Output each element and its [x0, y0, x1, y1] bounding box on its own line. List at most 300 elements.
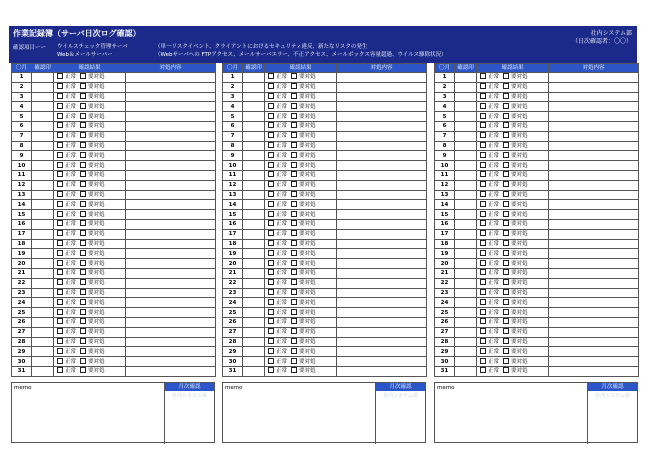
action-needed-checkbox[interactable] [503, 103, 509, 109]
check-stamp-cell[interactable] [243, 317, 265, 327]
normal-checkbox[interactable] [57, 103, 63, 109]
check-stamp-cell[interactable] [243, 131, 265, 141]
normal-checkbox[interactable] [268, 250, 274, 256]
normal-checkbox[interactable] [57, 122, 63, 128]
action-needed-checkbox[interactable] [291, 162, 297, 168]
normal-checkbox[interactable] [268, 240, 274, 246]
check-stamp-cell[interactable] [455, 121, 477, 131]
action-content-cell[interactable] [337, 92, 427, 102]
action-needed-checkbox[interactable] [80, 113, 86, 119]
action-content-cell[interactable] [337, 102, 427, 112]
normal-checkbox[interactable] [480, 348, 486, 354]
action-needed-checkbox[interactable] [503, 367, 509, 373]
action-needed-checkbox[interactable] [503, 132, 509, 138]
action-content-cell[interactable] [337, 347, 427, 357]
action-content-cell[interactable] [126, 170, 216, 180]
normal-checkbox[interactable] [268, 122, 274, 128]
check-stamp-cell[interactable] [32, 73, 54, 83]
action-needed-checkbox[interactable] [80, 367, 86, 373]
check-stamp-cell[interactable] [32, 170, 54, 180]
action-needed-checkbox[interactable] [503, 250, 509, 256]
check-stamp-cell[interactable] [243, 73, 265, 83]
action-content-cell[interactable] [337, 141, 427, 151]
action-content-cell[interactable] [126, 327, 216, 337]
action-content-cell[interactable] [126, 73, 216, 83]
check-stamp-cell[interactable] [32, 180, 54, 190]
action-content-cell[interactable] [337, 170, 427, 180]
action-needed-checkbox[interactable] [503, 338, 509, 344]
action-content-cell[interactable] [549, 92, 639, 102]
action-needed-checkbox[interactable] [291, 358, 297, 364]
action-needed-checkbox[interactable] [503, 113, 509, 119]
normal-checkbox[interactable] [268, 73, 274, 79]
check-stamp-cell[interactable] [455, 219, 477, 229]
check-stamp-cell[interactable] [455, 347, 477, 357]
action-content-cell[interactable] [549, 317, 639, 327]
action-needed-checkbox[interactable] [503, 152, 509, 158]
action-needed-checkbox[interactable] [291, 152, 297, 158]
action-content-cell[interactable] [337, 180, 427, 190]
action-content-cell[interactable] [126, 112, 216, 122]
normal-checkbox[interactable] [268, 367, 274, 373]
check-stamp-cell[interactable] [32, 249, 54, 259]
action-needed-checkbox[interactable] [80, 73, 86, 79]
action-content-cell[interactable] [126, 161, 216, 171]
check-stamp-cell[interactable] [455, 141, 477, 151]
action-needed-checkbox[interactable] [80, 171, 86, 177]
action-needed-checkbox[interactable] [80, 83, 86, 89]
action-needed-checkbox[interactable] [503, 358, 509, 364]
normal-checkbox[interactable] [57, 358, 63, 364]
action-content-cell[interactable] [126, 249, 216, 259]
action-needed-checkbox[interactable] [503, 191, 509, 197]
normal-checkbox[interactable] [268, 260, 274, 266]
action-needed-checkbox[interactable] [80, 220, 86, 226]
normal-checkbox[interactable] [57, 152, 63, 158]
normal-checkbox[interactable] [268, 103, 274, 109]
normal-checkbox[interactable] [480, 191, 486, 197]
normal-checkbox[interactable] [57, 279, 63, 285]
action-needed-checkbox[interactable] [291, 122, 297, 128]
action-content-cell[interactable] [337, 200, 427, 210]
action-needed-checkbox[interactable] [503, 348, 509, 354]
check-stamp-cell[interactable] [455, 308, 477, 318]
check-stamp-cell[interactable] [455, 161, 477, 171]
action-content-cell[interactable] [126, 298, 216, 308]
action-needed-checkbox[interactable] [80, 299, 86, 305]
normal-checkbox[interactable] [480, 230, 486, 236]
check-stamp-cell[interactable] [32, 317, 54, 327]
action-needed-checkbox[interactable] [291, 240, 297, 246]
check-stamp-cell[interactable] [243, 112, 265, 122]
action-content-cell[interactable] [337, 229, 427, 239]
normal-checkbox[interactable] [57, 220, 63, 226]
action-content-cell[interactable] [549, 73, 639, 83]
action-needed-checkbox[interactable] [503, 289, 509, 295]
check-stamp-cell[interactable] [243, 298, 265, 308]
monthly-check-box[interactable] [375, 383, 425, 444]
check-stamp-cell[interactable] [32, 112, 54, 122]
action-content-cell[interactable] [549, 298, 639, 308]
memo-box[interactable] [434, 382, 638, 443]
action-content-cell[interactable] [549, 141, 639, 151]
action-needed-checkbox[interactable] [503, 211, 509, 217]
action-needed-checkbox[interactable] [80, 260, 86, 266]
action-needed-checkbox[interactable] [80, 152, 86, 158]
check-stamp-cell[interactable] [32, 131, 54, 141]
action-content-cell[interactable] [337, 317, 427, 327]
check-stamp-cell[interactable] [243, 288, 265, 298]
normal-checkbox[interactable] [57, 250, 63, 256]
check-stamp-cell[interactable] [243, 92, 265, 102]
action-content-cell[interactable] [549, 210, 639, 220]
action-needed-checkbox[interactable] [503, 122, 509, 128]
normal-checkbox[interactable] [480, 260, 486, 266]
action-needed-checkbox[interactable] [291, 211, 297, 217]
check-stamp-cell[interactable] [455, 92, 477, 102]
check-stamp-cell[interactable] [455, 102, 477, 112]
action-content-cell[interactable] [126, 190, 216, 200]
action-content-cell[interactable] [549, 268, 639, 278]
check-stamp-cell[interactable] [455, 190, 477, 200]
action-needed-checkbox[interactable] [80, 142, 86, 148]
normal-checkbox[interactable] [268, 318, 274, 324]
action-needed-checkbox[interactable] [291, 309, 297, 315]
check-stamp-cell[interactable] [32, 327, 54, 337]
action-content-cell[interactable] [126, 82, 216, 92]
action-content-cell[interactable] [337, 112, 427, 122]
normal-checkbox[interactable] [480, 132, 486, 138]
check-stamp-cell[interactable] [243, 102, 265, 112]
action-needed-checkbox[interactable] [503, 162, 509, 168]
check-stamp-cell[interactable] [32, 121, 54, 131]
action-content-cell[interactable] [549, 180, 639, 190]
normal-checkbox[interactable] [268, 211, 274, 217]
action-needed-checkbox[interactable] [80, 309, 86, 315]
check-stamp-cell[interactable] [455, 82, 477, 92]
action-content-cell[interactable] [337, 151, 427, 161]
action-content-cell[interactable] [126, 317, 216, 327]
normal-checkbox[interactable] [57, 240, 63, 246]
action-content-cell[interactable] [337, 161, 427, 171]
action-needed-checkbox[interactable] [80, 348, 86, 354]
action-content-cell[interactable] [549, 82, 639, 92]
normal-checkbox[interactable] [480, 142, 486, 148]
check-stamp-cell[interactable] [243, 327, 265, 337]
normal-checkbox[interactable] [57, 348, 63, 354]
normal-checkbox[interactable] [268, 181, 274, 187]
action-needed-checkbox[interactable] [291, 142, 297, 148]
action-content-cell[interactable] [337, 278, 427, 288]
normal-checkbox[interactable] [480, 250, 486, 256]
action-content-cell[interactable] [126, 268, 216, 278]
normal-checkbox[interactable] [57, 367, 63, 373]
action-needed-checkbox[interactable] [291, 103, 297, 109]
action-needed-checkbox[interactable] [80, 122, 86, 128]
action-needed-checkbox[interactable] [80, 240, 86, 246]
check-stamp-cell[interactable] [455, 259, 477, 269]
check-stamp-cell[interactable] [32, 298, 54, 308]
action-content-cell[interactable] [549, 337, 639, 347]
normal-checkbox[interactable] [268, 269, 274, 275]
action-content-cell[interactable] [126, 366, 216, 376]
action-needed-checkbox[interactable] [80, 103, 86, 109]
memo-box[interactable] [222, 382, 426, 443]
check-stamp-cell[interactable] [243, 200, 265, 210]
normal-checkbox[interactable] [480, 171, 486, 177]
action-content-cell[interactable] [126, 219, 216, 229]
check-stamp-cell[interactable] [455, 151, 477, 161]
check-stamp-cell[interactable] [455, 239, 477, 249]
normal-checkbox[interactable] [57, 309, 63, 315]
check-stamp-cell[interactable] [455, 112, 477, 122]
action-content-cell[interactable] [126, 259, 216, 269]
action-needed-checkbox[interactable] [291, 260, 297, 266]
check-stamp-cell[interactable] [243, 210, 265, 220]
action-content-cell[interactable] [549, 161, 639, 171]
action-content-cell[interactable] [549, 112, 639, 122]
check-stamp-cell[interactable] [243, 219, 265, 229]
action-needed-checkbox[interactable] [503, 299, 509, 305]
action-content-cell[interactable] [337, 308, 427, 318]
action-content-cell[interactable] [549, 308, 639, 318]
check-stamp-cell[interactable] [455, 180, 477, 190]
normal-checkbox[interactable] [480, 211, 486, 217]
check-stamp-cell[interactable] [243, 121, 265, 131]
action-content-cell[interactable] [126, 337, 216, 347]
normal-checkbox[interactable] [480, 338, 486, 344]
check-stamp-cell[interactable] [455, 229, 477, 239]
check-stamp-cell[interactable] [32, 141, 54, 151]
action-needed-checkbox[interactable] [80, 201, 86, 207]
normal-checkbox[interactable] [268, 83, 274, 89]
action-needed-checkbox[interactable] [80, 328, 86, 334]
action-needed-checkbox[interactable] [503, 230, 509, 236]
action-needed-checkbox[interactable] [503, 269, 509, 275]
action-content-cell[interactable] [126, 131, 216, 141]
check-stamp-cell[interactable] [455, 268, 477, 278]
normal-checkbox[interactable] [480, 152, 486, 158]
check-stamp-cell[interactable] [243, 268, 265, 278]
check-stamp-cell[interactable] [32, 357, 54, 367]
action-content-cell[interactable] [126, 151, 216, 161]
action-needed-checkbox[interactable] [503, 279, 509, 285]
normal-checkbox[interactable] [268, 162, 274, 168]
normal-checkbox[interactable] [268, 279, 274, 285]
action-needed-checkbox[interactable] [80, 181, 86, 187]
monthly-check-box[interactable] [164, 383, 214, 444]
action-content-cell[interactable] [337, 327, 427, 337]
check-stamp-cell[interactable] [32, 259, 54, 269]
action-needed-checkbox[interactable] [503, 201, 509, 207]
check-stamp-cell[interactable] [455, 317, 477, 327]
action-needed-checkbox[interactable] [291, 348, 297, 354]
action-needed-checkbox[interactable] [503, 83, 509, 89]
action-needed-checkbox[interactable] [80, 279, 86, 285]
normal-checkbox[interactable] [57, 201, 63, 207]
action-needed-checkbox[interactable] [291, 73, 297, 79]
normal-checkbox[interactable] [268, 348, 274, 354]
action-needed-checkbox[interactable] [80, 93, 86, 99]
monthly-check-box[interactable] [587, 383, 637, 444]
action-needed-checkbox[interactable] [503, 142, 509, 148]
action-content-cell[interactable] [337, 288, 427, 298]
action-needed-checkbox[interactable] [503, 220, 509, 226]
normal-checkbox[interactable] [480, 240, 486, 246]
normal-checkbox[interactable] [57, 191, 63, 197]
action-needed-checkbox[interactable] [80, 358, 86, 364]
check-stamp-cell[interactable] [32, 288, 54, 298]
action-content-cell[interactable] [549, 131, 639, 141]
action-needed-checkbox[interactable] [291, 299, 297, 305]
action-content-cell[interactable] [549, 190, 639, 200]
normal-checkbox[interactable] [57, 142, 63, 148]
action-content-cell[interactable] [126, 278, 216, 288]
action-needed-checkbox[interactable] [80, 191, 86, 197]
action-needed-checkbox[interactable] [80, 289, 86, 295]
normal-checkbox[interactable] [480, 318, 486, 324]
action-content-cell[interactable] [337, 259, 427, 269]
action-needed-checkbox[interactable] [80, 132, 86, 138]
memo-box[interactable] [11, 382, 215, 443]
action-content-cell[interactable] [126, 347, 216, 357]
normal-checkbox[interactable] [57, 113, 63, 119]
action-content-cell[interactable] [126, 102, 216, 112]
action-content-cell[interactable] [337, 249, 427, 259]
action-needed-checkbox[interactable] [503, 318, 509, 324]
normal-checkbox[interactable] [57, 162, 63, 168]
check-stamp-cell[interactable] [455, 200, 477, 210]
action-content-cell[interactable] [549, 278, 639, 288]
check-stamp-cell[interactable] [32, 308, 54, 318]
check-stamp-cell[interactable] [32, 82, 54, 92]
check-stamp-cell[interactable] [32, 229, 54, 239]
normal-checkbox[interactable] [268, 201, 274, 207]
action-content-cell[interactable] [337, 190, 427, 200]
normal-checkbox[interactable] [57, 93, 63, 99]
action-content-cell[interactable] [126, 308, 216, 318]
action-needed-checkbox[interactable] [291, 367, 297, 373]
normal-checkbox[interactable] [57, 338, 63, 344]
action-content-cell[interactable] [126, 141, 216, 151]
action-needed-checkbox[interactable] [291, 328, 297, 334]
normal-checkbox[interactable] [57, 318, 63, 324]
normal-checkbox[interactable] [268, 309, 274, 315]
action-needed-checkbox[interactable] [291, 132, 297, 138]
action-needed-checkbox[interactable] [291, 279, 297, 285]
normal-checkbox[interactable] [480, 113, 486, 119]
check-stamp-cell[interactable] [243, 308, 265, 318]
normal-checkbox[interactable] [268, 191, 274, 197]
action-needed-checkbox[interactable] [291, 230, 297, 236]
action-content-cell[interactable] [549, 259, 639, 269]
action-content-cell[interactable] [549, 327, 639, 337]
normal-checkbox[interactable] [480, 122, 486, 128]
check-stamp-cell[interactable] [455, 357, 477, 367]
normal-checkbox[interactable] [480, 73, 486, 79]
normal-checkbox[interactable] [57, 328, 63, 334]
action-needed-checkbox[interactable] [80, 269, 86, 275]
check-stamp-cell[interactable] [243, 249, 265, 259]
normal-checkbox[interactable] [480, 367, 486, 373]
check-stamp-cell[interactable] [243, 180, 265, 190]
normal-checkbox[interactable] [57, 289, 63, 295]
check-stamp-cell[interactable] [243, 347, 265, 357]
action-needed-checkbox[interactable] [503, 93, 509, 99]
action-content-cell[interactable] [549, 219, 639, 229]
normal-checkbox[interactable] [480, 162, 486, 168]
normal-checkbox[interactable] [57, 181, 63, 187]
action-needed-checkbox[interactable] [80, 211, 86, 217]
normal-checkbox[interactable] [57, 230, 63, 236]
action-content-cell[interactable] [126, 357, 216, 367]
action-content-cell[interactable] [337, 357, 427, 367]
check-stamp-cell[interactable] [455, 131, 477, 141]
check-stamp-cell[interactable] [32, 92, 54, 102]
check-stamp-cell[interactable] [455, 278, 477, 288]
action-content-cell[interactable] [337, 366, 427, 376]
action-needed-checkbox[interactable] [291, 220, 297, 226]
normal-checkbox[interactable] [268, 171, 274, 177]
check-stamp-cell[interactable] [243, 229, 265, 239]
normal-checkbox[interactable] [480, 309, 486, 315]
normal-checkbox[interactable] [268, 142, 274, 148]
normal-checkbox[interactable] [268, 113, 274, 119]
check-stamp-cell[interactable] [32, 102, 54, 112]
action-content-cell[interactable] [549, 288, 639, 298]
normal-checkbox[interactable] [268, 93, 274, 99]
check-stamp-cell[interactable] [243, 170, 265, 180]
action-content-cell[interactable] [337, 73, 427, 83]
normal-checkbox[interactable] [480, 328, 486, 334]
action-needed-checkbox[interactable] [503, 73, 509, 79]
check-stamp-cell[interactable] [243, 357, 265, 367]
check-stamp-cell[interactable] [455, 249, 477, 259]
check-stamp-cell[interactable] [32, 337, 54, 347]
action-content-cell[interactable] [549, 366, 639, 376]
normal-checkbox[interactable] [268, 132, 274, 138]
normal-checkbox[interactable] [57, 260, 63, 266]
check-stamp-cell[interactable] [32, 268, 54, 278]
check-stamp-cell[interactable] [243, 278, 265, 288]
action-content-cell[interactable] [126, 180, 216, 190]
action-needed-checkbox[interactable] [291, 191, 297, 197]
check-stamp-cell[interactable] [243, 82, 265, 92]
action-needed-checkbox[interactable] [80, 338, 86, 344]
check-stamp-cell[interactable] [243, 337, 265, 347]
normal-checkbox[interactable] [480, 83, 486, 89]
check-stamp-cell[interactable] [455, 170, 477, 180]
normal-checkbox[interactable] [480, 181, 486, 187]
normal-checkbox[interactable] [480, 289, 486, 295]
normal-checkbox[interactable] [268, 358, 274, 364]
normal-checkbox[interactable] [480, 93, 486, 99]
action-content-cell[interactable] [549, 249, 639, 259]
normal-checkbox[interactable] [480, 201, 486, 207]
action-content-cell[interactable] [549, 229, 639, 239]
action-needed-checkbox[interactable] [80, 250, 86, 256]
normal-checkbox[interactable] [480, 299, 486, 305]
check-stamp-cell[interactable] [32, 190, 54, 200]
check-stamp-cell[interactable] [243, 239, 265, 249]
check-stamp-cell[interactable] [32, 347, 54, 357]
check-stamp-cell[interactable] [243, 161, 265, 171]
action-content-cell[interactable] [337, 298, 427, 308]
normal-checkbox[interactable] [57, 269, 63, 275]
check-stamp-cell[interactable] [455, 327, 477, 337]
check-stamp-cell[interactable] [32, 366, 54, 376]
check-stamp-cell[interactable] [455, 73, 477, 83]
